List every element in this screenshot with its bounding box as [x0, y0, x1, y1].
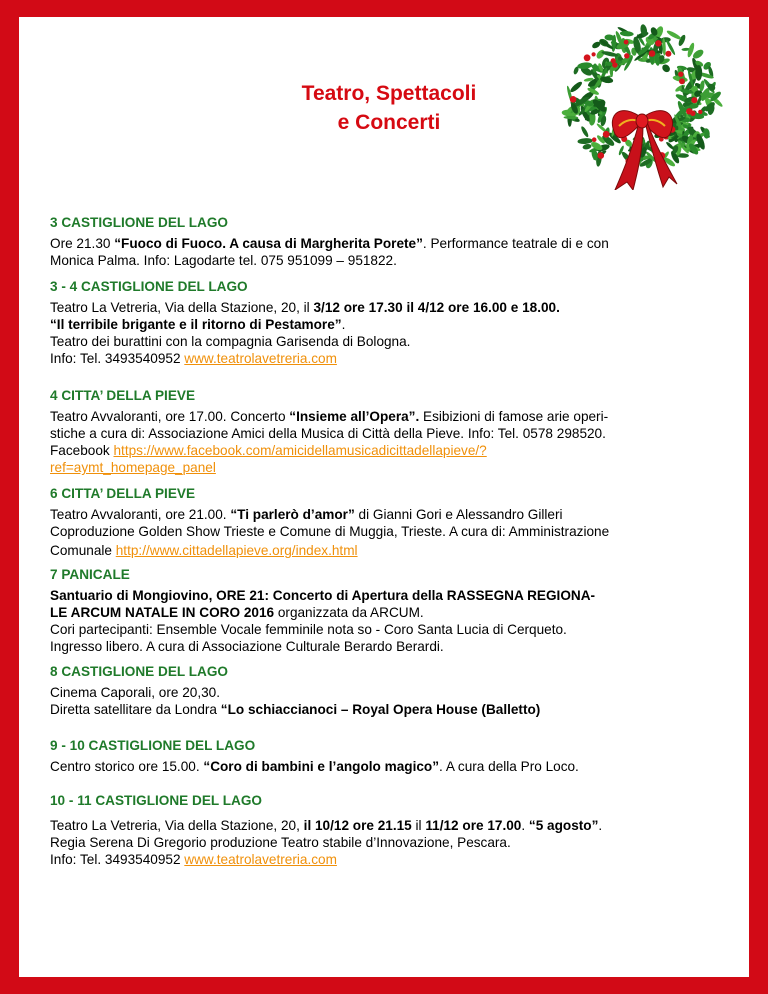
event-6-citta-della-pieve [50, 485, 730, 559]
event-title: “Coro di bambini e l’angolo magico” [203, 759, 440, 774]
text: . Performance teatrale di e con [422, 236, 609, 251]
wreath-leaf [569, 80, 583, 94]
event-text-line [50, 316, 730, 333]
word: Gregorio [153, 835, 207, 850]
wreath-berry [598, 152, 605, 159]
website-link[interactable]: www.teatrolavetreria.com [184, 852, 337, 867]
title-line-1: Teatro, Spettacoli [301, 82, 477, 105]
wreath-berry [624, 40, 629, 45]
event-text-line: stiche a cura di: Associazione Amici della Musica di Città della Pieve. Info: Tel. 0578 298520. [50, 426, 606, 441]
event-heading: 4 CITTA’ DELLA PIEVE [50, 388, 196, 403]
text: . [341, 317, 346, 332]
event-title: “Insieme all’Opera”. [289, 409, 420, 424]
event-text-line: Ingresso libero. A cura di Associazione Culturale Berardo Berardi. [50, 639, 444, 654]
event-heading: 3 - 4 CASTIGLIONE DEL LAGO [50, 279, 248, 294]
wreath-leaf [564, 116, 579, 119]
text: . [598, 818, 603, 833]
wreath-berry [649, 50, 656, 57]
website-link[interactable]: http://www.cittadellapieve.org/index.html [115, 543, 358, 558]
event-text-line [50, 506, 730, 523]
title-line-2: e Concerti [337, 111, 441, 134]
event-3-4-castiglione [50, 278, 730, 367]
wreath-berry [678, 72, 683, 77]
text: di Gianni Gori e Alessandro Gilleri [354, 507, 563, 522]
word: d’Innovazione, [365, 835, 454, 850]
event-text-line [50, 299, 730, 316]
website-link[interactable]: www.teatrolavetreria.com [184, 351, 337, 366]
event-text-line: Cori partecipanti: Ensemble Vocale femminile nota so - Coro Santa Lucia di Cerqueto. [50, 622, 567, 637]
text: . A cura della Pro Loco. [439, 759, 579, 774]
event-title: Santuario di Mongiovino, ORE 21: Concerto di Apertura della RASSEGNA REGIONA- [50, 588, 596, 603]
text: Teatro La Vetreria, Via della Stazione, 20, [50, 818, 304, 833]
word: stabile [322, 835, 362, 850]
event-dates: 3/12 ore 17.30 il 4/12 ore 16.00 e 18.00. [313, 300, 560, 315]
event-text-line [50, 542, 730, 559]
text: Centro storico ore 15.00. [50, 759, 204, 774]
event-text-line [50, 459, 730, 476]
word: Serena [89, 835, 134, 850]
wreath-berry [603, 131, 610, 138]
wreath-leaf [665, 141, 675, 150]
wreath-berry [690, 111, 695, 116]
wreath-leaf [577, 138, 593, 145]
wreath-berry [624, 53, 629, 58]
event-heading: 9 - 10 CASTIGLIONE DEL LAGO [50, 738, 256, 753]
event-text-line [50, 408, 730, 425]
wreath-leaf [577, 62, 593, 70]
event-text-line [50, 235, 730, 252]
wreath-berry [592, 52, 596, 56]
event-title: “Ti parlerò d’amor” [230, 507, 355, 522]
text: il [411, 818, 426, 833]
text: Esibizioni di famose arie operi- [419, 409, 609, 424]
wreath-leaf [699, 80, 705, 92]
event-text-line [50, 817, 730, 834]
event-8-castiglione [50, 663, 730, 718]
event-dates: il 10/12 ore 21.15 [303, 818, 412, 833]
event-text-line-justified [50, 834, 730, 851]
christmas-wreath-icon [551, 22, 733, 190]
event-text-line [50, 758, 730, 775]
event-text-line [50, 587, 730, 604]
page-title [219, 79, 559, 137]
wreath-berry [679, 78, 685, 84]
text: Comunale [50, 543, 116, 558]
wreath-berry [698, 110, 702, 114]
text: Facebook [50, 443, 114, 458]
text: Teatro Avvaloranti, ore 21.00. [50, 507, 231, 522]
text: Diretta satellitare da Londra [50, 702, 221, 717]
event-text-line: Teatro dei burattini con la compagnia Garisenda di Bologna. [50, 334, 411, 349]
event-heading: 6 CITTA’ DELLA PIEVE [50, 486, 196, 501]
word: Pescara. [457, 835, 511, 850]
wreath-berry [691, 97, 697, 103]
event-title: “Fuoco di Fuoco. A causa di Margherita Porete” [114, 236, 423, 251]
wreath-leaf [620, 31, 634, 37]
event-title: “Il terribile brigante e il ritorno di Pestamore” [50, 317, 342, 332]
event-text-line [50, 442, 730, 459]
wreath-leaf [661, 63, 672, 74]
page-sheet [19, 17, 749, 977]
wreath-berry [611, 58, 616, 63]
wreath-berry [592, 137, 597, 142]
event-title: LE ARCUM NATALE IN CORO 2016 [50, 605, 275, 620]
word: Di [136, 835, 150, 850]
event-heading: 7 PANICALE [50, 567, 130, 582]
facebook-link[interactable]: https://www.facebook.com/amicidellamusicadicittadellapieve/? [113, 443, 487, 458]
word: Regia [50, 835, 86, 850]
event-3-castiglione [50, 214, 730, 269]
text: Info: Tel. 3493540952 [50, 351, 185, 366]
text: Ore 21.30 [50, 236, 115, 251]
event-title: “Lo schiaccianoci – Royal Opera House (Balletto) [220, 702, 541, 717]
word: Teatro [281, 835, 319, 850]
event-7-panicale [50, 566, 730, 655]
text: Teatro Avvaloranti, ore 17.00. Concerto [50, 409, 290, 424]
event-text-line [50, 851, 730, 868]
event-heading: 3 CASTIGLIONE DEL LAGO [50, 215, 228, 230]
wreath-leaf [582, 143, 592, 150]
event-heading: 8 CASTIGLIONE DEL LAGO [50, 664, 228, 679]
wreath-berry [655, 40, 661, 46]
text: . [521, 818, 529, 833]
facebook-link-cont[interactable]: ref=aymt_homepage_panel [50, 460, 216, 475]
word: produzione [210, 835, 278, 850]
event-4-citta-della-pieve [50, 387, 730, 476]
wreath-berry [570, 96, 577, 103]
event-text-line [50, 701, 730, 718]
event-heading: 10 - 11 CASTIGLIONE DEL LAGO [50, 793, 263, 808]
wreath-berry [584, 54, 591, 61]
event-text-line: Coproduzione Golden Show Trieste e Comune di Muggia, Trieste. A cura di: Amministrazione [50, 524, 610, 539]
event-text-line [50, 350, 730, 367]
event-dates: 11/12 ore 17.00 [425, 818, 522, 833]
event-10-11-castiglione [50, 792, 730, 868]
event-text-line: Monica Palma. Info: Lagodarte tel. 075 951099 – 951822. [50, 253, 397, 268]
event-9-10-castiglione [50, 737, 730, 775]
event-text-line: Cinema Caporali, ore 20,30. [50, 685, 221, 700]
text: Teatro La Vetreria, Via della Stazione, 20, il [50, 300, 314, 315]
event-title: “5 agosto” [528, 818, 599, 833]
event-text-line [50, 604, 730, 621]
wreath-berry [665, 51, 671, 57]
text: organizzata da ARCUM. [274, 605, 424, 620]
wreath-leaf [580, 125, 590, 138]
text: Info: Tel. 3493540952 [50, 852, 185, 867]
